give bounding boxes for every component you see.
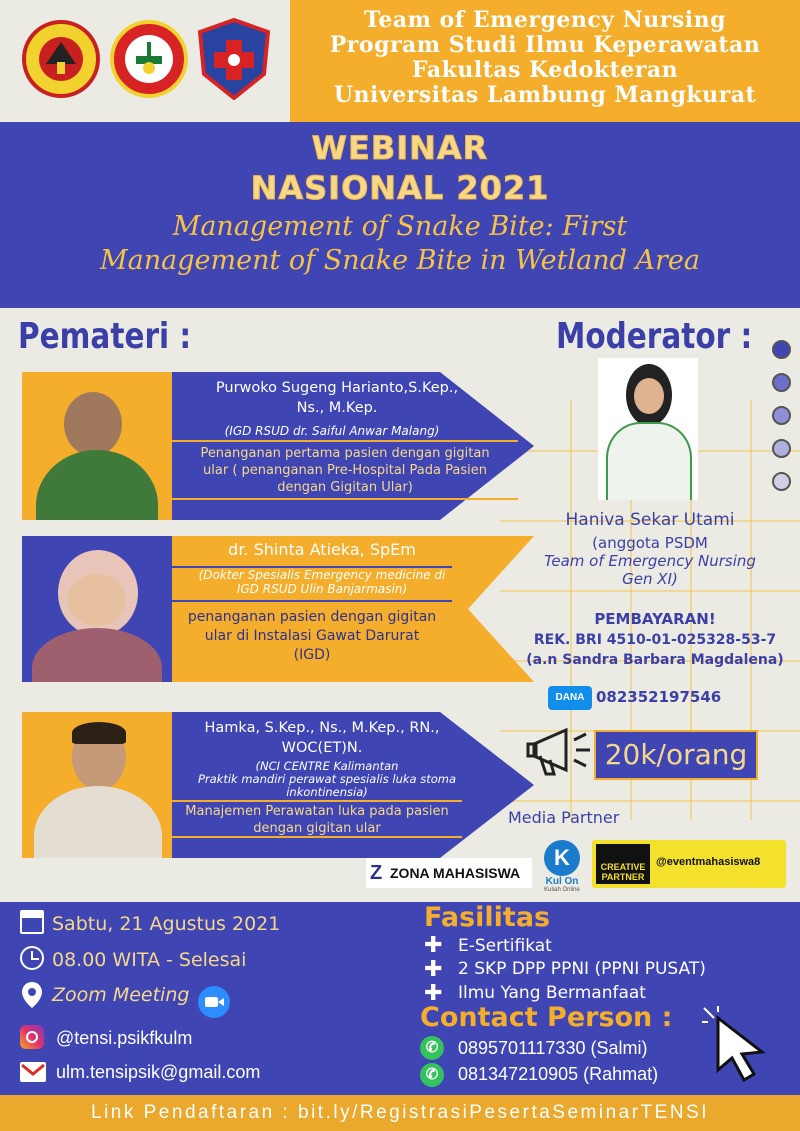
speaker-name: WOC(ET)N. [281,740,363,756]
dana-logo: DANA [548,686,592,710]
webinar-title-2: NASIONAL 2021 [250,169,550,207]
partner-text: PARTNER [601,872,645,882]
organizer-line: Program Studi Ilmu Keperawatan [329,32,761,58]
contact-number[interactable]: 0895701117330 [458,1038,586,1058]
payment-account: REK. BRI 4510-01-025328-53-7 [533,632,777,648]
speaker-name: Ns., M.Kep. [296,400,378,416]
plus-icon: ✚ [424,980,443,1005]
speaker-name: Hamka, S.Kep., Ns., M.Kep., RN., [204,720,440,736]
header-logos [0,0,290,122]
decor-dot [772,373,791,392]
speaker-topic: ular ( penanganan Pre-Hospital Pada Pasien [203,463,487,478]
registration-link[interactable]: Link Pendaftaran : bit.ly/RegistrasiPesertaSeminarTENSI [0,1095,800,1131]
event-mahasiswa-logo [592,840,786,888]
kulon-text: Kul On [545,876,579,887]
moderator-heading: Moderator : [556,316,753,357]
speaker-topic: (IGD) [293,647,331,663]
grid-line [500,800,800,802]
decor-dot [772,439,791,458]
megaphone-icon [526,722,596,782]
instagram-icon [20,1025,44,1049]
moderator-photo [598,358,698,500]
media-partner-label: Media Partner [508,808,620,827]
speaker-affiliation: Praktik mandiri perawat spesialis luka stoma [197,772,457,786]
grid-line [500,590,800,592]
email-address[interactable]: ulm.tensipsik@gmail.com [56,1062,261,1082]
plus-icon: ✚ [424,932,443,957]
fasilitas-title: Fasilitas [424,902,551,933]
instagram-handle[interactable]: @tensi.psikfkulm [56,1028,193,1048]
zoom-icon [198,986,230,1018]
event-time: 08.00 WITA - Selesai [52,949,247,971]
dana-number: 082352197546 [596,688,722,706]
moderator-name: Haniva Sekar Utami [565,510,735,530]
contact-title: Contact Person : [420,1002,673,1033]
pemateri-heading: Pemateri : [18,316,192,357]
speaker-topic: ular di Instalasi Gawat Darurat [204,628,420,644]
event-date: Sabtu, 21 Agustus 2021 [52,913,281,935]
price-badge: 20k/orang [594,730,758,780]
decor-dot [772,406,791,425]
contact-number[interactable]: 081347210905 [458,1064,579,1084]
whatsapp-icon: ✆ [420,1063,444,1087]
gmail-icon [20,1062,46,1082]
title-banner [0,122,800,308]
fasilitas-item: Ilmu Yang Bermanfaat [458,983,646,1003]
decor-dot [772,472,791,491]
fasilitas-item: 2 SKP DPP PPNI (PPNI PUSAT) [458,959,706,979]
speaker-name: dr. Shinta Atieka, SpEm [228,540,416,559]
organizer-line: Universitas Lambung Mangkurat [333,82,757,108]
organizer-line: Team of Emergency Nursing [364,7,726,33]
speaker-affiliation: inkontinensia) [286,785,368,799]
plus-icon: ✚ [424,956,443,981]
payment-holder: (a.n Sandra Barbara Magdalena) [526,652,784,668]
kulon-logo: K Kul On Kuliah Online [540,840,584,896]
location-pin-icon [20,980,44,1010]
zona-mahasiswa-text: ZONA MAHASISWA [390,865,521,881]
webinar-subtitle: Management of Snake Bite: First [172,211,628,242]
ppni-logo [110,20,188,98]
speaker-affiliation: (IGD RSUD dr. Saiful Anwar Malang) [224,424,440,438]
contact-name: (Salmi) [590,1038,648,1058]
speaker-name: Purwoko Sugeng Harianto,S.Kep., [215,380,459,396]
webinar-subtitle-2: Management of Snake Bite in Wetland Area [100,245,700,276]
speaker-affiliation: IGD RSUD Ulin Banjarmasin) [236,582,408,596]
moderator-role: Gen XI) [622,570,678,588]
event-handle: @eventmahasiswa8 [656,856,761,868]
webinar-title: WEBINAR [311,129,489,167]
contact-name: (Rahmat) [583,1064,659,1084]
event-place: Zoom Meeting [52,984,190,1006]
cursor-icon [700,1004,780,1086]
fasilitas-item: E-Sertifikat [458,936,552,956]
speaker-photo [22,372,172,520]
speaker-photo [22,712,172,858]
speaker-topic: Penanganan pertama pasien dengan gigitan [200,446,490,461]
tensi-logo [198,18,270,100]
whatsapp-icon: ✆ [420,1036,444,1060]
decor-dot [772,340,791,359]
speaker-topic: penanganan pasien dengan gigitan [187,609,437,625]
clock-icon [20,946,44,970]
calendar-icon [20,910,44,934]
speaker-topic: dengan gigitan ular [253,821,381,836]
university-logo [22,20,100,98]
creative-text: CREATIVE [600,862,646,872]
organizer-line: Fakultas Kedokteran [411,57,679,83]
speaker-affiliation: (Dokter Spesialis Emergency medicine di [198,568,446,582]
organizer-block [290,0,800,122]
speaker-topic: dengan Gigitan Ular) [277,480,413,495]
zona-mahasiswa-logo: Z ZONA MAHASISWA [366,858,532,888]
moderator-role: (anggota PSDM [592,534,708,552]
moderator-role: Team of Emergency Nursing [544,552,756,570]
kulon-subtext: Kuliah Online [544,887,580,893]
payment-title: PEMBAYARAN! [594,610,716,628]
speaker-photo [22,536,172,682]
speaker-affiliation: (NCI CENTRE Kalimantan [255,759,399,773]
speaker-topic: Manajemen Perawatan luka pada pasien [185,804,449,819]
